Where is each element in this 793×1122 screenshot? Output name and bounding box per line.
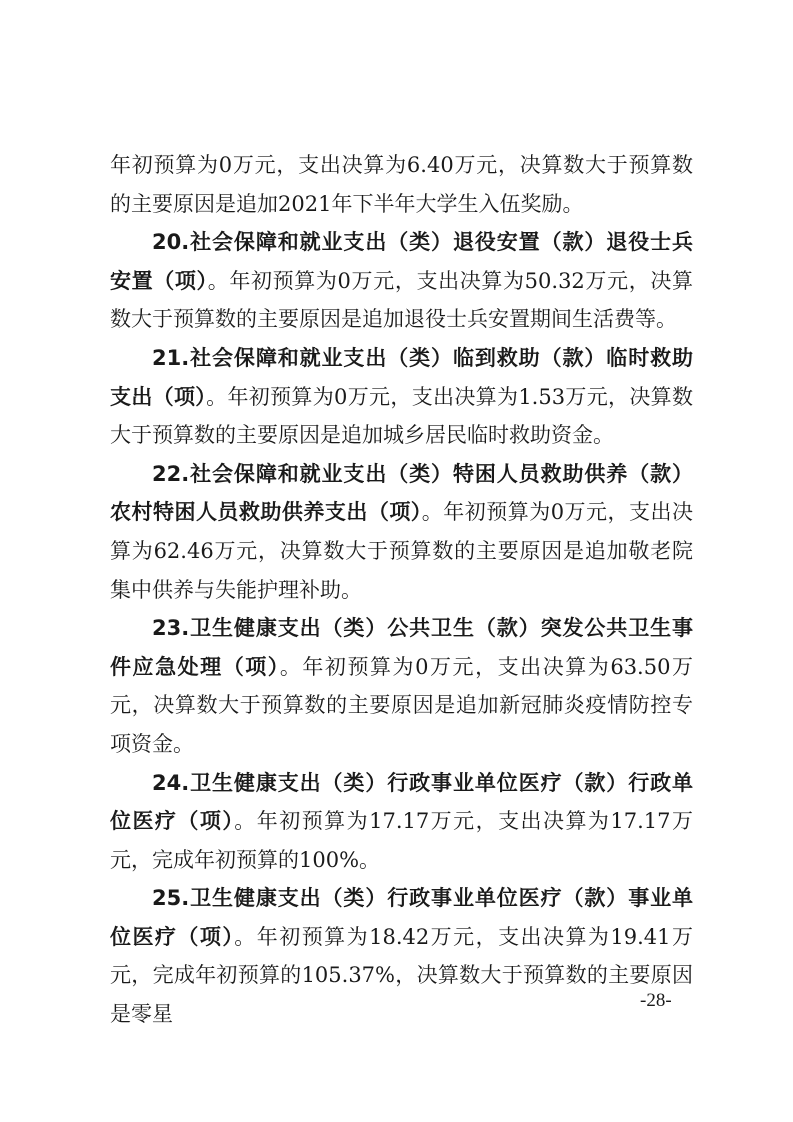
item-body: 。年初预算为0万元，支出决算为62.46万元，决算数大于预算数的主要原因是追加敬老院集中供养与失能护理补助。: [110, 500, 693, 602]
budget-item-21: [110, 339, 693, 455]
item-heading: 21.社会保障和就业支出（类）临到救助（款）临时救助支出（项）: [110, 345, 693, 409]
item-body: 。年初预算为0万元，支出决算为1.53万元，决算数大于预算数的主要原因是追加城乡居民临时救助资金。: [110, 384, 694, 448]
item-body: 。年初预算为0万元，支出决算为63.50万元，决算数大于预算数的主要原因是追加新冠肺炎疫情防控专项资金。: [110, 654, 693, 756]
continuation-paragraph: 年初预算为0万元，支出决算为6.40万元，决算数大于预算数的主要原因是追加2021年下半年大学生入伍奖励。: [110, 153, 693, 216]
budget-item-22: [110, 455, 693, 609]
budget-item-23: [110, 609, 693, 763]
budget-item-20: [110, 223, 693, 339]
item-heading: 23.卫生健康支出（类）公共卫生（款）突发公共卫生事件应急处理（项）: [110, 616, 693, 679]
budget-item-25: [110, 879, 693, 1033]
item-body: 。年初预算为17.17万元，支出决算为17.17万元，完成年初预算的100%。: [110, 809, 693, 872]
document-body: [110, 146, 693, 1034]
item-heading: 22.社会保障和就业支出（类）特困人员救助供养（款）农村特困人员救助供养支出（项）: [110, 461, 693, 525]
page-number: -28-: [640, 990, 672, 1011]
item-body: 。年初预算为0万元，支出决算为50.32万元，决算数大于预算数的主要原因是追加退役士兵安置期间生活费等。: [110, 268, 693, 332]
item-heading: 25.卫生健康支出（类）行政事业单位医疗（款）事业单位医疗（项）: [110, 886, 693, 949]
item-body: 。年初预算为18.42万元，支出决算为19.41万元，完成年初预算的105.37%，决算数大于预算数的主要原因是零星: [110, 924, 693, 1027]
item-heading: 24.卫生健康支出（类）行政事业单位医疗（款）行政单位医疗（项）: [110, 770, 693, 834]
budget-item-24: [110, 764, 693, 880]
item-heading: 20.社会保障和就业支出（类）退役安置（款）退役士兵安置（项）: [110, 230, 693, 293]
